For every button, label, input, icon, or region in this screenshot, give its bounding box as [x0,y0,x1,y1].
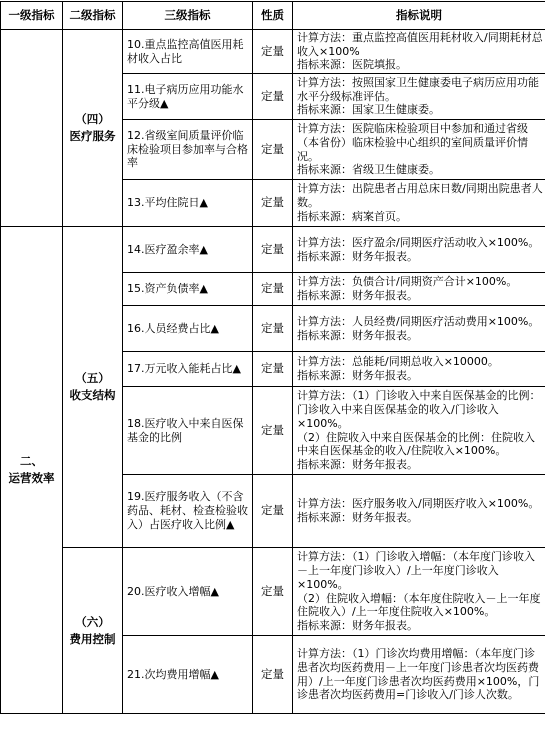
header-level1: 一级指标 [1,2,63,30]
desc-line: 指标来源：财务年报表。 [297,289,543,303]
table-row [1,548,545,636]
group-name: 医疗服务 [65,128,120,145]
desc-line: 计算方法：按照国家卫生健康委电子病历应用功能水平分级标准评估。 [297,76,543,104]
desc-line: 计算方法：重点监控高值医用耗材收入/同期耗材总收入×100% [297,31,543,59]
indicator-nature: 定量 [253,227,293,273]
indicator-description [293,306,545,352]
header-level2: 二级指标 [63,2,123,30]
indicator-name: 10.重点监控高值医用耗材收入占比 [123,30,253,74]
indicator-nature: 定量 [253,74,293,120]
desc-line: 指标来源：病案首页。 [297,210,543,224]
desc-line: 计算方法：医疗服务收入/同期医疗收入×100%。 [297,497,543,511]
desc-line: （2）住院收入中来自医保基金的比例：住院收入中来自医保基金的收入/住院收入×100%。 [297,431,543,459]
indicator-name: 12.省级室间质量评价临床检验项目参加率与合格率 [123,120,253,180]
indicator-name: 16.人员经费占比▲ [123,306,253,352]
group-number: （五） [65,370,120,387]
desc-line: 指标来源：国家卫生健康委。 [297,103,543,117]
indicator-name: 13.平均住院日▲ [123,180,253,227]
indicator-nature: 定量 [253,636,293,714]
desc-line: 计算方法：（1）门诊次均费用增幅：（本年度门诊患者次均医药费用－上一年度门诊患者次均医药费用）/上一年度门诊患者次均医药费用×100%，门诊患者次均医药费用=门诊收入/门诊人次数。 [297,647,543,702]
indicator-description [293,120,545,180]
indicator-nature: 定量 [253,352,293,387]
desc-line: 指标来源：医院填报。 [297,58,543,72]
indicator-name: 15.资产负债率▲ [123,273,253,306]
level1-cell-empty [1,30,63,227]
indicator-name: 14.医疗盈余率▲ [123,227,253,273]
desc-line: 计算方法：人员经费/同期医疗活动费用×100%。 [297,315,543,329]
indicator-name: 21.次均费用增幅▲ [123,636,253,714]
indicator-name: 17.万元收入能耗占比▲ [123,352,253,387]
desc-line: 指标来源：财务年报表。 [297,458,543,472]
indicator-description [293,227,545,273]
indicator-nature: 定量 [253,120,293,180]
indicator-description [293,74,545,120]
desc-line: 计算方法：医院临床检验项目中参加和通过省级（本省份）临床检验中心组织的室间质量评价情况。 [297,122,543,163]
level2-cell-cost-control [63,548,123,714]
group-number: （六） [65,614,120,631]
indicator-description [293,387,545,475]
header-description: 指标说明 [293,2,545,30]
indicator-description [293,30,545,74]
header-level3: 三级指标 [123,2,253,30]
desc-line: （2）住院收入增幅：（本年度住院收入－上一年度住院收入）/上一年度住院收入×100%。 [297,592,543,620]
indicator-name: 19.医疗服务收入（不含药品、耗材、检查检验收入）占医疗收入比例▲ [123,475,253,548]
level1-cell-operation-efficiency [1,227,63,714]
table-header-row [1,2,545,30]
indicator-table [0,1,545,714]
desc-line: 计算方法：总能耗/同期总收入×10000。 [297,355,543,369]
indicator-description [293,180,545,227]
indicator-nature: 定量 [253,306,293,352]
indicator-nature: 定量 [253,387,293,475]
indicator-nature: 定量 [253,30,293,74]
table-row [1,227,545,273]
indicator-nature: 定量 [253,180,293,227]
desc-line: 计算方法：医疗盈余/同期医疗活动收入×100%。 [297,236,543,250]
group-name: 收支结构 [65,387,120,404]
level2-cell-medical-service [63,30,123,227]
desc-line: 计算方法：负债合计/同期资产合计×100%。 [297,275,543,289]
desc-line: 计算方法：（1）门诊收入增幅：（本年度门诊收入－上一年度门诊收入）/上一年度门诊收入×100%。 [297,550,543,591]
level1-label: 二、 运营效率 [3,453,60,487]
indicator-description [293,636,545,714]
desc-line: 指标来源：财务年报表。 [297,619,543,633]
desc-line: 指标来源：财务年报表。 [297,369,543,383]
indicator-nature: 定量 [253,548,293,636]
desc-line: 指标来源：财务年报表。 [297,250,543,264]
header-nature: 性质 [253,2,293,30]
desc-line: 指标来源：省级卫生健康委。 [297,163,543,177]
desc-line: 指标来源：财务年报表。 [297,511,543,525]
indicator-description [293,273,545,306]
level2-cell-revenue-structure [63,227,123,548]
indicator-description [293,475,545,548]
group-number: （四） [65,111,120,128]
indicator-nature: 定量 [253,475,293,548]
indicator-description [293,352,545,387]
desc-line: 计算方法：出院患者占用总床日数/同期出院患者人数。 [297,182,543,210]
indicator-name: 18.医疗收入中来自医保基金的比例 [123,387,253,475]
indicator-name: 20.医疗收入增幅▲ [123,548,253,636]
table-row [1,30,545,74]
group-name: 费用控制 [65,631,120,648]
indicator-nature: 定量 [253,273,293,306]
desc-line: 计算方法：（1）门诊收入中来自医保基金的比例：门诊收入中来自医保基金的收入/门诊收入×100%。 [297,389,543,430]
indicator-name: 11.电子病历应用功能水平分级▲ [123,74,253,120]
indicator-description [293,548,545,636]
desc-line: 指标来源：财务年报表。 [297,329,543,343]
